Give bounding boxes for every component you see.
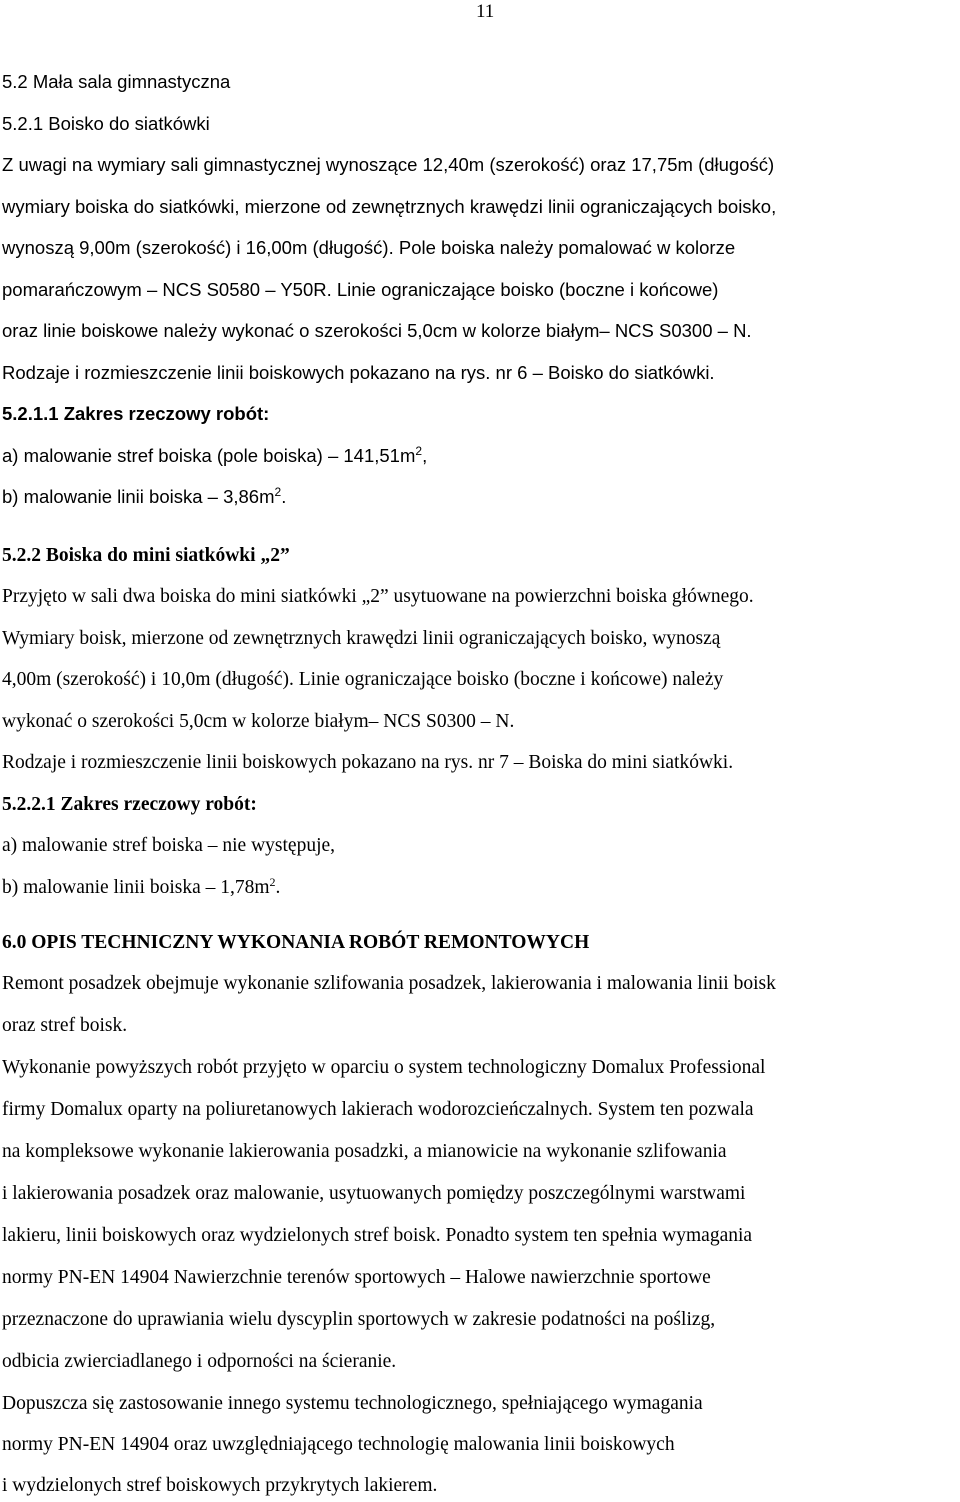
paragraph-line: wynoszą 9,00m (szerokość) i 16,00m (długość). Pole boiska należy pomalować w kolorze xyxy=(2,237,736,258)
section-heading-6-0: 6.0 OPIS TECHNICZNY WYKONANIA ROBÓT REMONTOWYCH xyxy=(2,932,590,953)
scope-heading-5-2-2-1: 5.2.2.1 Zakres rzeczowy robót: xyxy=(2,794,257,815)
section-heading-5-2: 5.2 Mała sala gimnastyczna xyxy=(2,71,231,92)
scope-item-b-text: b) malowanie linii boiska – 3,86m xyxy=(2,486,275,507)
paragraph-line: Wymiary boisk, mierzone od zewnętrznych krawędzi linii ograniczających boisko, wynoszą xyxy=(2,628,721,649)
punctuation: . xyxy=(281,486,287,507)
paragraph-line: Wykonanie powyższych robót przyjęto w oparciu o system technologiczny Domalux Professional xyxy=(2,1057,766,1078)
paragraph-line: wykonać o szerokości 5,0cm w kolorze białym– NCS S0300 – N. xyxy=(2,711,515,732)
scope-item-a: a) malowanie stref boiska – nie występuje, xyxy=(2,835,336,856)
superscript: 2 xyxy=(415,444,423,458)
scope-item-b-text: b) malowanie linii boiska – 1,78m xyxy=(2,877,270,898)
scope-item-a-text: a) malowanie stref boiska (pole boiska) – 141,51m xyxy=(2,445,416,466)
paragraph-line: oraz linie boiskowe należy wykonać o szerokości 5,0cm w kolorze białym– NCS S0300 – N. xyxy=(2,320,752,341)
paragraph-line: oraz stref boisk. xyxy=(2,1015,128,1036)
paragraph-line: Remont posadzek obejmuje wykonanie szlifowania posadzek, lakierowania i malowania linii boisk xyxy=(2,973,776,994)
paragraph-line: wymiary boiska do siatkówki, mierzone od zewnętrznych krawędzi linii ograniczających boisko, xyxy=(2,196,777,217)
section-heading-5-2-2: 5.2.2 Boiska do mini siatkówki „2” xyxy=(2,545,290,566)
superscript: 2 xyxy=(274,485,282,499)
paragraph-line: Z uwagi na wymiary sali gimnastycznej wynoszące 12,40m (szerokość) oraz 17,75m (długość) xyxy=(2,154,775,175)
paragraph-line: przeznaczone do uprawiania wielu dyscyplin sportowych w zakresie podatności na poślizg, xyxy=(2,1309,716,1330)
punctuation: , xyxy=(422,445,428,466)
paragraph-line: Przyjęto w sali dwa boiska do mini siatkówki „2” usytuowane na powierzchni boiska głównego. xyxy=(2,586,754,607)
paragraph-line: na kompleksowe wykonanie lakierowania posadzki, a mianowicie na wykonanie szlifowania xyxy=(2,1141,727,1162)
scope-item-b xyxy=(2,485,286,509)
paragraph-line: Rodzaje i rozmieszczenie linii boiskowych pokazano na rys. nr 6 – Boisko do siatkówki. xyxy=(2,362,715,383)
paragraph-line: normy PN-EN 14904 Nawierzchnie terenów sportowych – Halowe nawierzchnie sportowe xyxy=(2,1267,711,1288)
paragraph-line: i wydzielonych stref boiskowych przykrytych lakierem. xyxy=(2,1475,438,1496)
paragraph-line: 4,00m (szerokość) i 10,0m (długość). Linie ograniczające boisko (boczne i końcowe) należy xyxy=(2,669,724,690)
paragraph-line: normy PN-EN 14904 oraz uwzględniającego technologię malowania linii boiskowych xyxy=(2,1434,675,1455)
punctuation: . xyxy=(275,877,281,898)
scope-heading-5-2-1-1: 5.2.1.1 Zakres rzeczowy robót: xyxy=(2,403,270,424)
section-heading-5-2-1: 5.2.1 Boisko do siatkówki xyxy=(2,113,210,134)
paragraph-line: Rodzaje i rozmieszczenie linii boiskowych pokazano na rys. nr 7 – Boiska do mini siatkówki. xyxy=(2,752,734,773)
paragraph-line: odbicia zwierciadlanego i odporności na ścieranie. xyxy=(2,1351,397,1372)
paragraph-line: lakieru, linii boiskowych oraz wydzielonych stref boisk. Ponadto system ten spełnia wymagania xyxy=(2,1225,753,1246)
page-number: 11 xyxy=(476,1,495,22)
paragraph-line: pomarańczowym – NCS S0580 – Y50R. Linie ograniczające boisko (boczne i końcowe) xyxy=(2,279,719,300)
superscript: 2 xyxy=(269,875,276,889)
paragraph-line: Dopuszcza się zastosowanie innego systemu technologicznego, spełniającego wymagania xyxy=(2,1393,703,1414)
paragraph-line: firmy Domalux oparty na poliuretanowych lakierach wodorozcieńczalnych. System ten pozwala xyxy=(2,1099,754,1120)
scope-item-b xyxy=(2,876,280,900)
paragraph-line: i lakierowania posadzek oraz malowanie, usytuowanych pomiędzy poszczególnymi warstwami xyxy=(2,1183,746,1204)
scope-item-a xyxy=(2,444,427,468)
